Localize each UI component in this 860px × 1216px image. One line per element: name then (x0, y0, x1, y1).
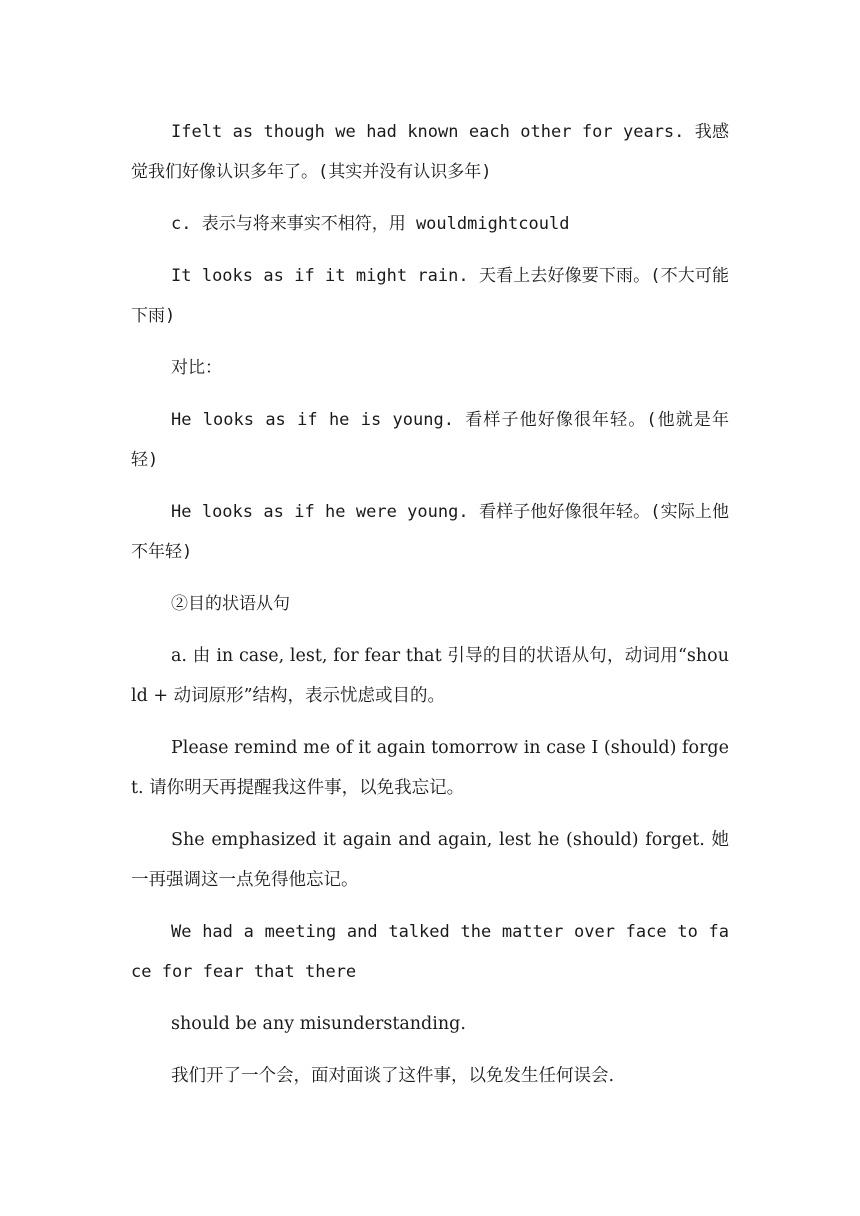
paragraph-4: 对比： (171, 358, 222, 378)
paragraph-8: a. 由 in case, lest, for fear that 引导的目的状语从句，动词用“should + 动词原形”结构，表示忧虑或目的。 (131, 646, 729, 706)
paragraph-5: He looks as if he is young. 看样子他好像很年轻。(他就是年轻) (131, 410, 729, 470)
paragraph-7-heading: ②目的状语从句 (171, 594, 290, 614)
paragraph-13: 我们开了一个会，面对面谈了这件事，以免发生任何误会. (171, 1066, 615, 1086)
paragraph-10: She emphasized it again and again, lest he (should) forget. 她一再强调这一点免得他忘记。 (131, 830, 729, 890)
paragraph-3: It looks as if it might rain. 天看上去好像要下雨。(不大可能下雨) (131, 266, 729, 326)
paragraph-6: He looks as if he were young. 看样子他好像很年轻。(实际上他不年轻) (131, 502, 729, 562)
paragraph-11: We had a meeting and talked the matter over face to face for fear that there (131, 922, 729, 982)
paragraph-2: c. 表示与将来事实不相符，用 wouldmightcould (171, 214, 570, 234)
paragraph-1: Ifelt as though we had known each other for years. 我感觉我们好像认识多年了。(其实并没有认识多年) (131, 122, 729, 182)
paragraph-12: should be any misunderstanding. (171, 1014, 466, 1034)
paragraph-9: Please remind me of it again tomorrow in case I (should) forget. 请你明天再提醒我这件事，以免我忘记。 (131, 738, 729, 798)
